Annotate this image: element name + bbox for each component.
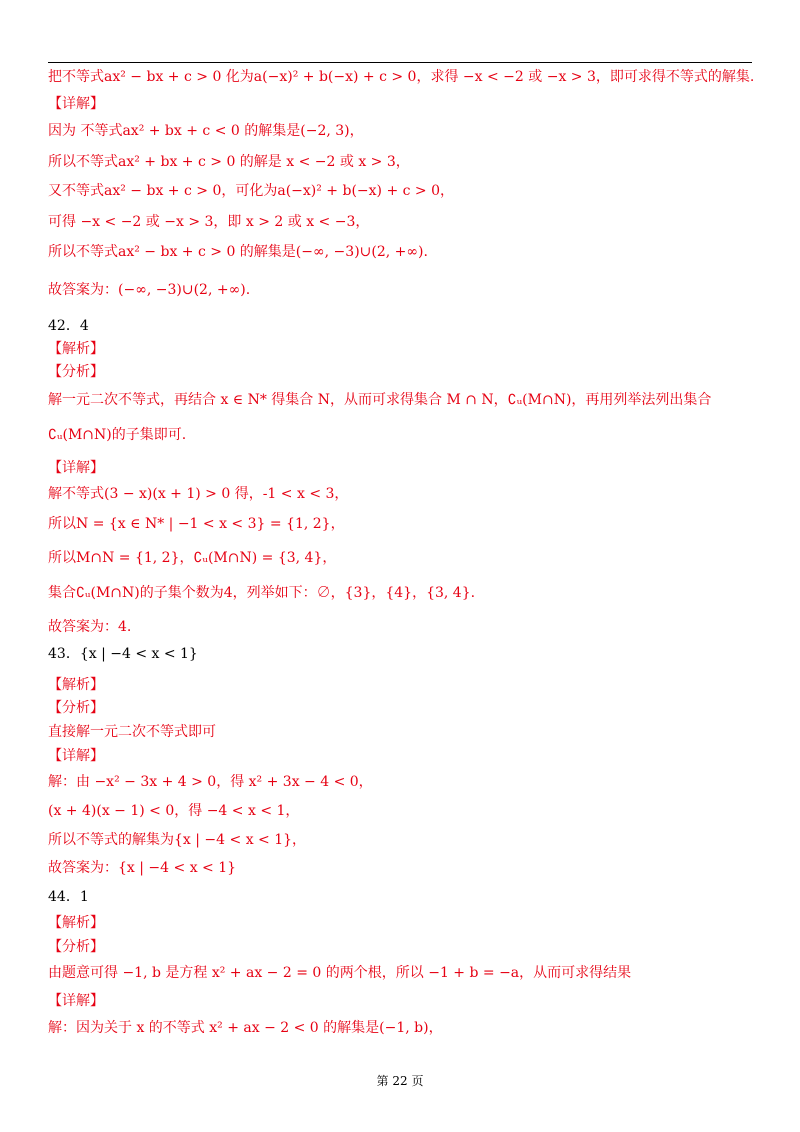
text-line: 解不等式(3 − x)(x + 1) > 0 得，-1 < x < 3， [48, 486, 349, 502]
text-line: 所以不等式的解集为{x | −4 < x < 1}， [48, 832, 307, 848]
text-line: (x + 4)(x − 1) < 0，得 −4 < x < 1， [48, 803, 300, 819]
section-tag-detail: 【详解】 [48, 96, 104, 112]
header-rule [48, 62, 752, 63]
section-tag-method: 【分析】 [48, 700, 104, 716]
section-tag-detail: 【详解】 [48, 748, 104, 764]
section-tag-analysis: 【解析】 [48, 915, 104, 931]
text-line: 因为 不等式ax² + bx + c < 0 的解集是(−2, 3)， [48, 123, 364, 139]
answer-line: 故答案为：{x | −4 < x < 1} [48, 860, 237, 876]
text-line: 集合∁ᵤ(M∩N)的子集个数为4，列举如下：∅，{3}，{4}，{3, 4}. [48, 585, 476, 601]
problem-number-44: 44．1 [48, 889, 89, 905]
text-line: 解：因为关于 x 的不等式 x² + ax − 2 < 0 的解集是(−1, b)， [48, 1020, 443, 1036]
section-tag-analysis: 【解析】 [48, 677, 104, 693]
text-line: 又不等式ax² − bx + c > 0，可化为a(−x)² + b(−x) + c > 0， [48, 183, 455, 199]
text-line: 解一元二次不等式，再结合 x ∈ N* 得集合 N，从而可求得集合 M ∩ N，∁ᵤ(M∩N)，再用列举法列出集合 [48, 392, 712, 408]
text-line: 所以不等式ax² + bx + c > 0 的解是 x < −2 或 x > 3， [48, 154, 410, 170]
text-line: 可得 −x < −2 或 −x > 3，即 x > 2 或 x < −3， [48, 214, 370, 230]
section-tag-detail: 【详解】 [48, 460, 104, 476]
text-line: 所以M∩N = {1, 2}，∁ᵤ(M∩N) = {3, 4}， [48, 550, 337, 566]
section-tag-analysis: 【解析】 [48, 341, 104, 357]
text-line: 把不等式ax² − bx + c > 0 化为a(−x)² + b(−x) + c > 0，求得 −x < −2 或 −x > 3，即可求得不等式的解集. [48, 69, 755, 85]
section-tag-method: 【分析】 [48, 364, 104, 380]
section-tag-method: 【分析】 [48, 939, 104, 955]
answer-line: 故答案为：4. [48, 619, 132, 635]
text-line: 所以N = {x ∈ N* | −1 < x < 3} = {1, 2}， [48, 516, 345, 532]
section-tag-detail: 【详解】 [48, 993, 104, 1009]
problem-number-42: 42．4 [48, 318, 89, 334]
text-line: 直接解一元二次不等式即可 [48, 724, 216, 740]
page-number: 第 22 页 [376, 1074, 424, 1088]
text-line: 所以不等式ax² − bx + c > 0 的解集是(−∞, −3)∪(2, +∞). [48, 244, 428, 260]
text-line: 解：由 −x² − 3x + 4 > 0，得 x² + 3x − 4 < 0， [48, 774, 373, 790]
problem-number-43: 43．{x | −4 < x < 1} [48, 646, 198, 662]
text-line: 由题意可得 −1, b 是方程 x² + ax − 2 = 0 的两个根，所以 −1 + b = −a，从而可求得结果 [48, 965, 632, 981]
text-line: ∁ᵤ(M∩N)的子集即可. [48, 427, 187, 443]
answer-line: 故答案为：(−∞, −3)∪(2, +∞). [48, 282, 251, 298]
